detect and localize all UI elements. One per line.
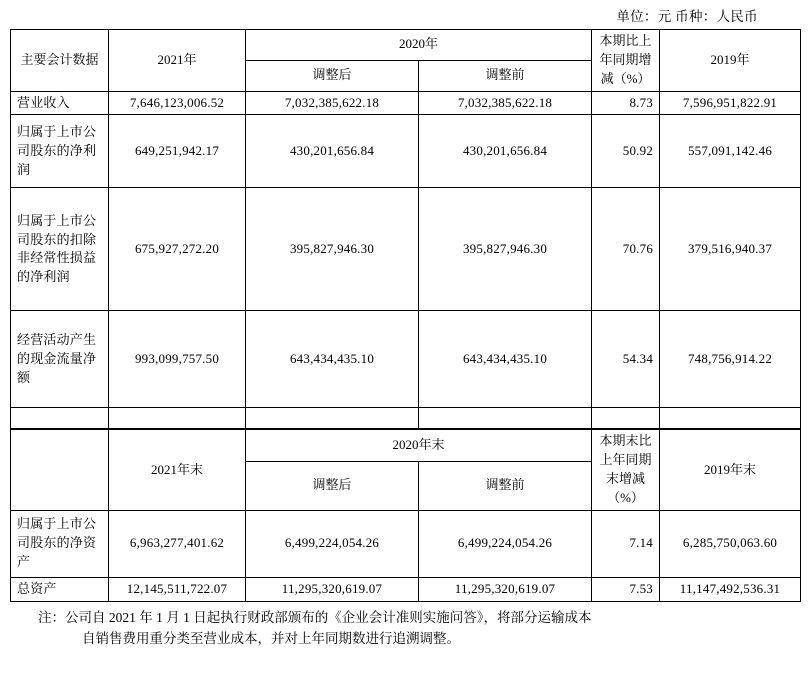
cell-2020-adjusted: 643,434,435.10 (246, 311, 419, 408)
footnote-line-2: 自销售费用重分类至营业成本，并对上年同期数进行追溯调整。 (82, 631, 460, 647)
header-row-label (11, 430, 109, 510)
cell-2020-adjusted: 6,499,224,054.26 (246, 510, 419, 577)
row-label: 归属于上市公司股东的扣除非经常性损益的净利润 (11, 188, 109, 311)
header-row-label: 主要会计数据 (11, 30, 109, 92)
financial-table-balance (10, 429, 801, 601)
cell-2020-adjusted: 395,827,946.30 (246, 188, 419, 311)
cell-2020-adjusted: 430,201,656.84 (246, 115, 419, 188)
cell-2020-before: 430,201,656.84 (419, 115, 592, 188)
unit-line: 单位：元 币种：人民币 (616, 9, 758, 24)
cell-2020-adjusted: 11,295,320,619.07 (246, 577, 419, 601)
separator-cell (11, 408, 109, 429)
row-label: 归属于上市公司股东的净资产 (11, 510, 109, 577)
cell-change: 70.76 (592, 188, 660, 311)
table-header-row-1 (11, 30, 801, 61)
table-header-row-1 (11, 430, 801, 461)
table-row (11, 188, 801, 311)
header-col-2020-before: 调整前 (419, 461, 592, 510)
cell-change: 54.34 (592, 311, 660, 408)
header-col-change: 本期末比上年同期末增减（%） (592, 430, 660, 510)
table-separator-row (11, 408, 801, 429)
cell-2020-before: 643,434,435.10 (419, 311, 592, 408)
separator-cell (660, 408, 801, 429)
cell-2020-before: 6,499,224,054.26 (419, 510, 592, 577)
separator-cell (246, 408, 419, 429)
table-row (11, 311, 801, 408)
row-label: 总资产 (11, 577, 109, 601)
cell-2021: 675,927,272.20 (109, 188, 246, 311)
separator-cell (419, 408, 592, 429)
cell-change: 7.14 (592, 510, 660, 577)
cell-2019: 557,091,142.46 (660, 115, 801, 188)
separator-cell (109, 408, 246, 429)
header-col-2020-adjusted: 调整后 (246, 60, 419, 91)
footnote-line-1: 注：公司自 2021 年 1 月 1 日起执行财政部颁布的《企业会计准则实施问答》，将部分运输成本 (38, 609, 592, 625)
cell-2021: 7,646,123,006.52 (109, 91, 246, 115)
header-col-2020-before: 调整前 (419, 60, 592, 91)
header-col-2019: 2019年 (660, 30, 801, 92)
header-col-2021-end: 2021年末 (109, 430, 246, 510)
cell-change: 50.92 (592, 115, 660, 188)
cell-2019: 7,596,951,822.91 (660, 91, 801, 115)
header-col-2019-end: 2019年末 (660, 430, 801, 510)
cell-2019: 11,147,492,536.31 (660, 577, 801, 601)
cell-change: 8.73 (592, 91, 660, 115)
header-col-2020-group: 2020年 (246, 30, 592, 61)
header-col-2020-adjusted: 调整后 (246, 461, 419, 510)
cell-2020-before: 11,295,320,619.07 (419, 577, 592, 601)
cell-2020-before: 395,827,946.30 (419, 188, 592, 311)
cell-2019: 379,516,940.37 (660, 188, 801, 311)
table-footnote (10, 602, 800, 650)
cell-2020-before: 7,032,385,622.18 (419, 91, 592, 115)
separator-cell (592, 408, 660, 429)
table-row (11, 91, 801, 115)
header-col-2020-end-group: 2020年末 (246, 430, 592, 461)
cell-change: 7.53 (592, 577, 660, 601)
financial-table-income (10, 29, 801, 429)
row-label: 归属于上市公司股东的净利润 (11, 115, 109, 188)
row-label: 营业收入 (11, 91, 109, 115)
cell-2021: 993,099,757.50 (109, 311, 246, 408)
row-label: 经营活动产生的现金流量净额 (11, 311, 109, 408)
table-row (11, 510, 801, 577)
cell-2019: 748,756,914.22 (660, 311, 801, 408)
table-row (11, 577, 801, 601)
cell-2019: 6,285,750,063.60 (660, 510, 801, 577)
header-col-change: 本期比上年同期增减（%） (592, 30, 660, 92)
cell-2021: 12,145,511,722.07 (109, 577, 246, 601)
cell-2021: 649,251,942.17 (109, 115, 246, 188)
table-row (11, 115, 801, 188)
cell-2021: 6,963,277,401.62 (109, 510, 246, 577)
header-col-2021: 2021年 (109, 30, 246, 92)
cell-2020-adjusted: 7,032,385,622.18 (246, 91, 419, 115)
